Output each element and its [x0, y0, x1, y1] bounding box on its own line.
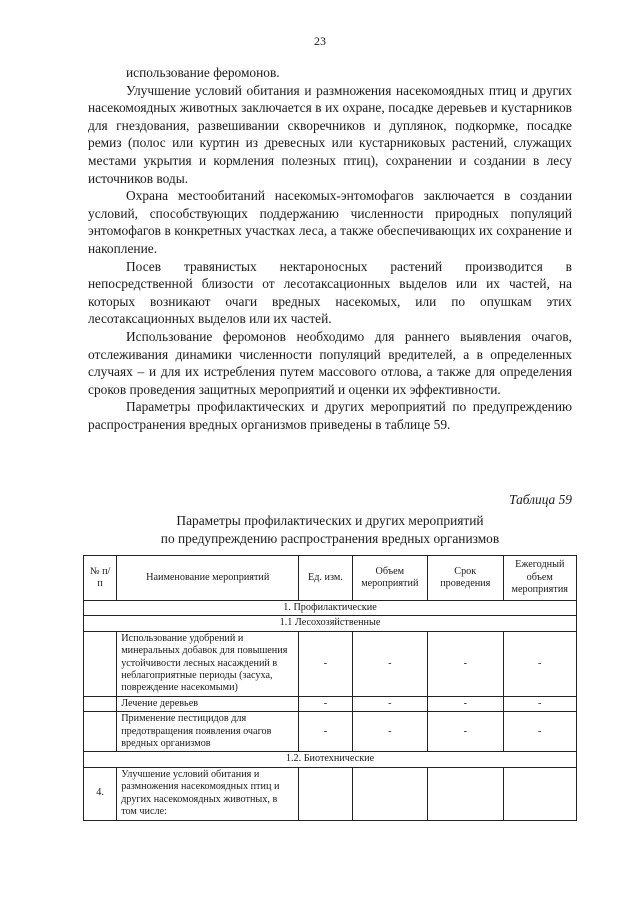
- section-forestry: 1.1 Лесохозяйственные: [84, 616, 577, 631]
- row-name: Применение пестицидов для предотвращения появления очагов вредных организмов: [117, 712, 299, 752]
- row-name: Лечение деревьев: [117, 696, 299, 711]
- paragraph-4: Посев травянистых нектароносных растений производится в непосредственной близости от лесотаксационных выделов или их частей, на которых возникают очаги вредных насекомых, или по опушкам этих лесотаксационных выделов или их частей.: [88, 258, 572, 327]
- section-row: [84, 601, 577, 616]
- row-volume: -: [352, 696, 427, 711]
- header-term: Срок проведения: [428, 556, 503, 601]
- section-biotechnical: 1.2. Биотехнические: [84, 752, 577, 767]
- section-preventive: 1. Профилактические: [84, 601, 577, 616]
- table-title-line-2: по предупреждению распространения вредных организмов: [160, 530, 500, 546]
- parameters-table: [83, 555, 577, 821]
- row-name: Использование удобрений и минеральных добавок для повышения устойчивости лесных насаждений в неблагоприятные периоды (засуха, повреждение насекомыми): [117, 631, 299, 696]
- section-row: [84, 752, 577, 767]
- row-num: 4.: [84, 767, 117, 820]
- row-name: Улучшение условий обитания и размножения насекомоядных птиц и других насекомоядных животных, в том числе:: [117, 767, 299, 820]
- row-volume: -: [352, 712, 427, 752]
- row-term: -: [428, 712, 503, 752]
- table-row: [84, 767, 577, 820]
- row-volume: [352, 767, 427, 820]
- row-term: [428, 767, 503, 820]
- row-term: -: [428, 631, 503, 696]
- row-annual: -: [503, 696, 577, 711]
- row-unit: [299, 767, 352, 820]
- row-annual: -: [503, 631, 577, 696]
- row-unit: -: [299, 696, 352, 711]
- row-num: [84, 631, 117, 696]
- table-title-line-1: Параметры профилактических и других мероприятий: [176, 513, 484, 528]
- table-row: [84, 631, 577, 696]
- row-num: [84, 696, 117, 711]
- row-unit: -: [299, 712, 352, 752]
- row-annual: -: [503, 712, 577, 752]
- row-num: [84, 712, 117, 752]
- table-caption: Таблица 59: [509, 492, 572, 507]
- table-row: [84, 712, 577, 752]
- table-title: [88, 512, 572, 547]
- section-row: [84, 616, 577, 631]
- table-header-row: [84, 556, 577, 601]
- paragraph-2: Улучшение условий обитания и размножения насекомоядных птиц и других насекомоядных животных заключается в их охране, посадке деревьев и кустарников для гнездования, развешивании скворечников и дуплянок, подкормке, посадке ремиз (полос или куртин из древесных или кустарниковых растений, служащих местами укрытия и кормления полезных птиц), сохранении и создании в лесу источников воды.: [88, 82, 572, 186]
- page-number: 23: [314, 34, 326, 48]
- body-text: [88, 64, 572, 433]
- paragraph-3: Охрана местообитаний насекомых-энтомофагов заключается в создании условий, способствующих поддержанию численности природных популяций энтомофагов в конкретных участках леса, а также обеспечивающих их сохранение и накопление.: [88, 188, 572, 256]
- header-name: Наименование мероприятий: [117, 556, 299, 601]
- paragraph-1: использование феромонов.: [126, 65, 280, 80]
- row-term: -: [428, 696, 503, 711]
- row-unit: -: [299, 631, 352, 696]
- header-unit: Ед. изм.: [299, 556, 352, 601]
- row-annual: [503, 767, 577, 820]
- row-volume: -: [352, 631, 427, 696]
- header-annual: Ежегодный объем мероприятия: [503, 556, 577, 601]
- table-row: [84, 696, 577, 711]
- header-num: № п/п: [84, 556, 117, 601]
- paragraph-6: Параметры профилактических и других мероприятий по предупреждению распространения вредных организмов приведены в таблице 59.: [88, 399, 572, 432]
- header-volume: Объем мероприятий: [352, 556, 427, 601]
- paragraph-5: Использование феромонов необходимо для раннего выявления очагов, отслеживания динамики численности популяций вредителей, а в определенных случаях – и для их истребления путем массового отлова, а также для определения сроков проведения защитных мероприятий и оценки их эффективности.: [88, 328, 572, 397]
